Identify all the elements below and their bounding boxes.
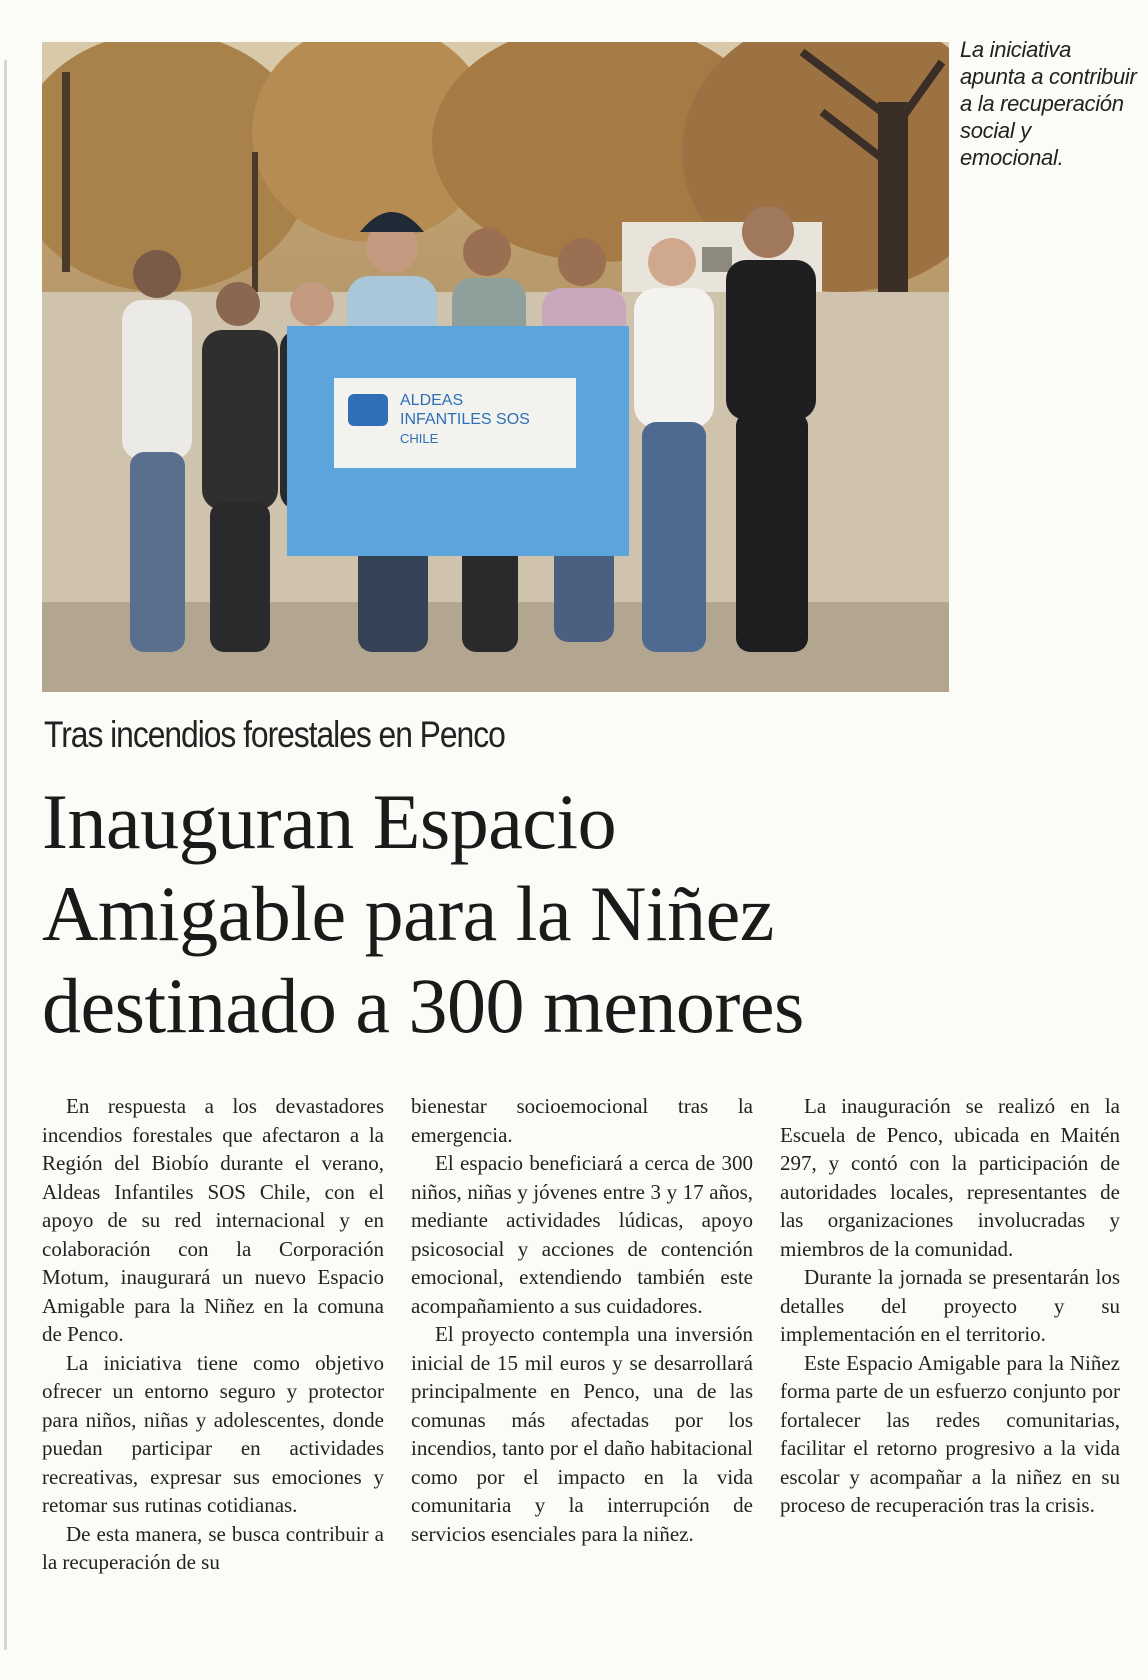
photo-caption: La iniciativa apunta a contribuir a la recuperación social y emocional. <box>960 37 1137 170</box>
body-paragraph: El espacio beneficiará a cerca de 300 niños, niñas y jóvenes entre 3 y 17 años, mediante actividades lúdicas, apoyo psicosocial y acciones de contención emocional, extendiendo también este acompañamiento a sus cuidadores. <box>411 1151 753 1318</box>
page-margin-rule <box>4 60 7 1650</box>
body-paragraph: Durante la jornada se presentarán los detalles del proyecto y su implementación en el territorio. <box>780 1265 1120 1346</box>
body-paragraph: El proyecto contempla una inversión inicial de 15 mil euros y se desarrollará principalmente en Penco, una de las comunas más afectadas por los incendios, tanto por el daño habitacional como por el impacto en la vida comunitaria y la interrupción de servicios esenciales para la niñez. <box>411 1322 753 1546</box>
body-column-1 <box>42 1092 384 1577</box>
body-paragraph: De esta manera, se busca contribuir a la recuperación de su <box>42 1521 384 1574</box>
photo-window <box>702 247 732 272</box>
body-paragraph: bienestar socioemocional tras la emergencia. <box>411 1094 753 1147</box>
article-photo <box>42 42 949 692</box>
article-headline <box>42 776 1102 1052</box>
flag-text-line2: INFANTILES SOS <box>400 411 530 428</box>
flag-text-line3: CHILE <box>400 431 439 446</box>
body-column-3 <box>780 1092 1120 1520</box>
photo-pole <box>252 152 258 292</box>
headline-line-1: Inauguran Espacio <box>42 778 617 865</box>
body-paragraph: Este Espacio Amigable para la Niñez forma parte de un esfuerzo conjunto por fortalecer las redes comunitarias, facilitar el retorno progresivo a la vida escolar y acompañar a la niñez en su proceso de recuperación tras la crisis. <box>780 1350 1120 1517</box>
headline-line-2: Amigable para la Niñez <box>42 870 774 957</box>
body-paragraph: En respuesta a los devastadores incendios forestales que afectaron a la Región del Biobío durante el verano, Aldeas Infantiles SOS Chile, con el apoyo de su red internacional y en colaboración con la Corporación Motum, inaugurará un nuevo Espacio Amigable para la Niñez en la comuna de Penco. <box>42 1094 384 1346</box>
headline-line-3: destinado a 300 menores <box>42 962 804 1049</box>
photo-pole <box>62 72 70 272</box>
flag-text-line1: ALDEAS <box>400 392 464 409</box>
body-column-2 <box>411 1092 753 1548</box>
photo-illustration <box>42 42 949 692</box>
sos-logo-icon <box>348 394 388 426</box>
body-paragraph: La inauguración se realizó en la Escuela de Penco, ubicada en Maitén 297, y contó con la participación de autoridades locales, representantes de las organizaciones involucradas y miembros de la comunidad. <box>780 1094 1120 1261</box>
article-kicker: Tras incendios forestales en Penco <box>44 714 505 755</box>
body-paragraph: La iniciativa tiene como objetivo ofrecer un entorno seguro y protector para niños, niñas y adolescentes, donde puedan participar en actividades recreativas, expresar sus emociones y retomar sus rutinas cotidianas. <box>42 1350 384 1517</box>
